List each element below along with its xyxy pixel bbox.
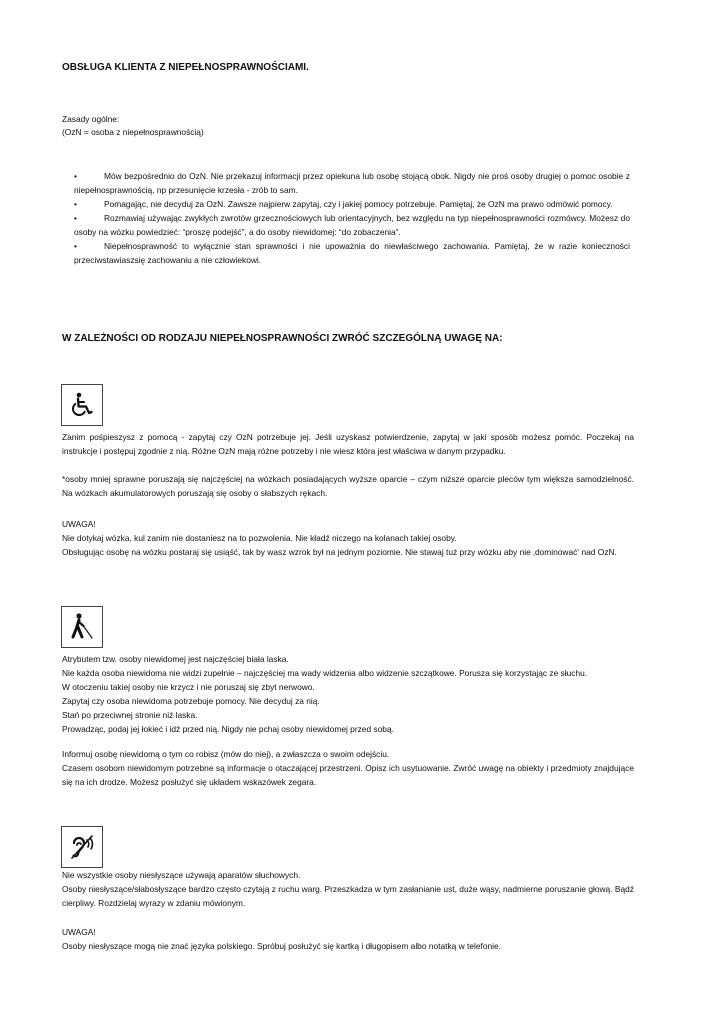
deaf-warning-label: UWAGA! <box>62 927 96 937</box>
blind-icon-box <box>61 606 103 648</box>
wheelchair-paragraph-2: *osoby mniej sprawne poruszają się najczęściej na wózkach posiadających wyższe oparcie – czym niższe oparcie pleców tym większa samodzielność. Na wózkach akumulatorowych poruszają się osoby o słabszych rękach. <box>62 474 634 498</box>
blind-person-icon <box>67 612 97 642</box>
blind-line: Stań po przeciwnej stronie niż laska. <box>62 710 198 720</box>
deaf-warning-1: Osoby niesłyszące mogą nie znać języka polskiego. Spróbuj posłużyć się kartką i długopisem albo notatką w telefonie. <box>62 941 501 951</box>
wheelchair-warning-1: Nie dotykaj wózka, kul zanim nie dostaniesz na to pozwolenia. Nie kładź niczego na kolanach takiej osoby. <box>62 533 457 543</box>
rules-heading: Zasady ogólne: <box>62 114 120 124</box>
blind-paragraph-2-line-1: Informuj osobę niewidomą o tym co robisz (mów do niej), a zwłaszcza o swoim odejściu. <box>62 749 390 759</box>
deaf-icon-box <box>61 826 103 868</box>
deaf-line-1: Nie wszystkie osoby niesłyszące używają aparatów słuchowych. <box>62 870 301 880</box>
main-title: OBSŁUGA KLIENTA Z NIEPEŁNOSPRAWNOŚCIAMI. <box>62 62 309 73</box>
bullet-symbol: • <box>74 171 77 181</box>
wheelchair-paragraph-1: Zanim pośpieszysz z pomocą - zapytaj czy OzN potrzebuje jej. Jeśli uzyskasz potwierdzenie, zapytaj w jaki sposób możesz pomóc. Poczekaj na instrukcje i postępuj zgodnie z nią. Różne OzN mają różne potrzeby i nie wiesz która jest właściwa w danym przypadku. <box>62 432 634 456</box>
list-item <box>74 169 630 197</box>
list-item <box>74 239 630 267</box>
blind-lines <box>62 652 634 736</box>
wheelchair-icon-box <box>61 384 103 426</box>
bullet-text: Rozmawiaj używając zwykłych zwrotów grzecznościowych lub orientacyjnych, bez względu na typ niepełnosprawności rozmówcy. Możesz do osoby na wózku powiedzieć: “proszę podejść”, a do osoby niewidomej: “do zobaczenia”. <box>74 213 630 237</box>
section-title: W ZALEŻNOŚCI OD RODZAJU NIEPEŁNOSPRAWNOŚCI ZWRÓĆ SZCZEGÓLNĄ UWAGĘ NA: <box>62 333 503 344</box>
hearing-loop-icon <box>68 833 96 861</box>
bullet-symbol: • <box>74 241 77 251</box>
rules-subheading: (OzN = osoba z niepełnosprawnością) <box>62 127 204 137</box>
list-item <box>74 197 630 211</box>
deaf-paragraph-1: Osoby niesłyszące/słabosłyszące bardzo często czytają z ruchu warg. Przeszkadza w tym zasłanianie ust, duże wąsy, nadmierne poruszanie głową. Bądź cierpliwy. Rozdzielaj wyrazy w zdaniu mówionym. <box>62 884 634 908</box>
blind-paragraph-2: Czasem osobom niewidomym potrzebne są informacje o otaczającej przestrzeni. Opisz ich usytuowanie. Zwróć uwagę na obiekty i przedmioty znajdujące się na ich drodze. Możesz posłużyć się układem wskazówek zegara. <box>62 763 634 787</box>
bullet-symbol: • <box>74 213 77 223</box>
bullet-text: Niepełnosprawność to wyłącznie stan sprawności i nie upoważnia do niewłaściwego zachowania. Pamiętaj, że w razie konieczności przeciwstawiaszsię zachowaniu a nie człowiekowi. <box>74 241 630 265</box>
blind-line: Atrybutem tzw. osoby niewidomej jest najczęściej biała laska. <box>62 654 289 664</box>
blind-line: Zapytaj czy osoba niewidoma potrzebuje pomocy. Nie decyduj za nią. <box>62 696 320 706</box>
wheelchair-icon <box>68 391 96 419</box>
blind-line: Prowadząc, podaj jej łokieć i idź przed nią. Nigdy nie pchaj osoby niewidomej przed sobą. <box>62 724 394 734</box>
wheelchair-warning-2: Obsługując osobę na wózku postaraj się usiąść, tak by wasz wzrok był na jednym poziomie. Nie stawaj tuż przy wózku aby nie ‚dominować‘ nad OzN. <box>62 547 617 557</box>
blind-line: W otoczeniu takiej osoby nie krzycz i nie poruszaj się zbyt nerwowo. <box>62 682 315 692</box>
list-item <box>74 211 630 239</box>
wheelchair-warning-label: UWAGA! <box>62 519 96 529</box>
bullet-text: Mów bezpośrednio do OzN. Nie przekazuj informacji przez opiekuna lub osobę stojącą obok. Nigdy nie proś osoby drugiej o pomoc osobie z niepełnosprawnością, np przesunięcie krzesła - zrób to sam. <box>74 171 630 195</box>
blind-line: Nie każda osoba niewidoma nie widzi zupełnie – najczęściej ma wady widzenia albo widzenie szczątkowe. Porusza się korzystając ze słuchu. <box>62 668 588 678</box>
rules-bullet-list <box>74 169 630 267</box>
bullet-symbol: • <box>74 199 77 209</box>
bullet-text: Pomagając, nie decyduj za OzN. Zawsze najpierw zapytaj, czy i jakiej pomocy potrzebuje. Pamiętaj, że OzN ma prawo odmówić pomocy. <box>104 199 613 209</box>
